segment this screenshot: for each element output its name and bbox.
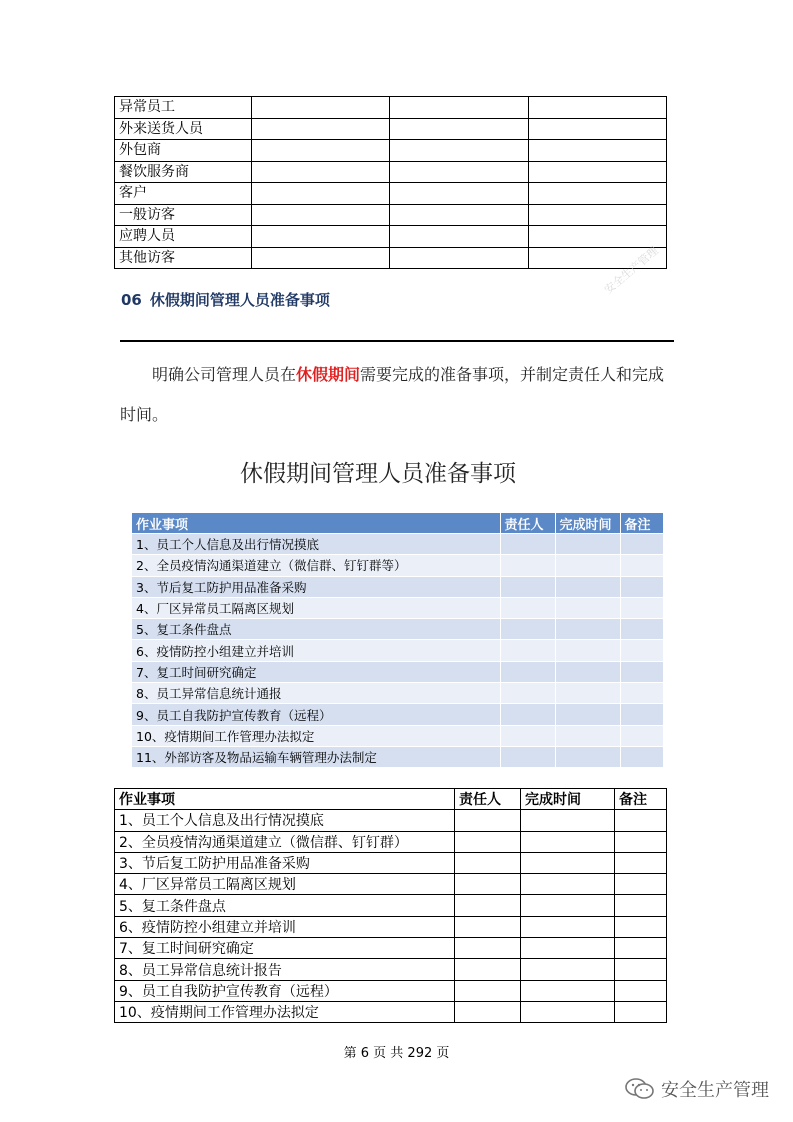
empty-cell xyxy=(615,852,667,873)
row-label: 异常员工 xyxy=(115,97,252,119)
empty-cell xyxy=(620,704,663,725)
task-cell: 4、厂区异常员工隔离区规划 xyxy=(132,597,500,618)
empty-cell xyxy=(615,1001,667,1022)
empty-cell xyxy=(252,204,390,226)
empty-cell xyxy=(455,1001,521,1022)
empty-cell xyxy=(620,746,663,767)
column-header: 完成时间 xyxy=(555,513,620,534)
empty-cell xyxy=(390,118,529,140)
table-row xyxy=(132,683,663,704)
task-cell: 6、疫情防控小组建立并培训 xyxy=(115,916,455,937)
table-row xyxy=(132,619,663,640)
empty-cell xyxy=(455,810,521,831)
empty-cell xyxy=(521,895,615,916)
table-row xyxy=(115,874,667,895)
empty-cell xyxy=(555,555,620,576)
empty-cell xyxy=(529,183,667,205)
empty-cell xyxy=(620,725,663,746)
empty-cell xyxy=(615,810,667,831)
empty-cell xyxy=(620,597,663,618)
table-row xyxy=(115,1001,667,1022)
table-row xyxy=(115,938,667,959)
empty-cell xyxy=(390,183,529,205)
empty-cell xyxy=(529,226,667,248)
task-cell: 7、复工时间研究确定 xyxy=(115,938,455,959)
empty-cell xyxy=(521,980,615,1001)
paragraph-highlight: 休假期间 xyxy=(296,365,361,384)
empty-cell xyxy=(455,916,521,937)
table-row xyxy=(115,226,667,248)
empty-cell xyxy=(500,640,555,661)
empty-cell xyxy=(529,161,667,183)
row-label: 一般访客 xyxy=(115,204,252,226)
empty-cell xyxy=(529,140,667,162)
task-cell: 3、节后复工防护用品准备采购 xyxy=(132,576,500,597)
task-cell: 2、全员疫情沟通渠道建立（微信群、钉钉群等） xyxy=(132,555,500,576)
column-header: 作业事项 xyxy=(132,513,500,534)
row-label: 其他访客 xyxy=(115,247,252,269)
empty-cell xyxy=(252,161,390,183)
empty-cell xyxy=(500,534,555,555)
column-header: 责任人 xyxy=(500,513,555,534)
paragraph-text-after: 需要完成的准备事项，并制定责任人和完成时间。 xyxy=(120,365,665,424)
table-row xyxy=(115,97,667,119)
empty-cell xyxy=(620,534,663,555)
table-row xyxy=(132,534,663,555)
empty-cell xyxy=(390,226,529,248)
watermark-text: 安全生产管理 xyxy=(661,1080,769,1101)
empty-cell xyxy=(620,576,663,597)
empty-cell xyxy=(615,938,667,959)
table-row xyxy=(115,980,667,1001)
empty-cell xyxy=(521,831,615,852)
task-cell: 1、员工个人信息及出行情况摸底 xyxy=(115,810,455,831)
empty-cell xyxy=(521,959,615,980)
table-row xyxy=(115,161,667,183)
task-cell: 5、复工条件盘点 xyxy=(132,619,500,640)
page-footer: 第 6 页 共 292 页 xyxy=(343,1046,450,1061)
section-title: 休假期间管理人员准备事项 xyxy=(149,291,330,309)
empty-cell xyxy=(555,725,620,746)
empty-cell xyxy=(252,247,390,269)
table-row xyxy=(115,183,667,205)
table-row xyxy=(132,725,663,746)
table-row xyxy=(132,661,663,682)
empty-cell xyxy=(500,704,555,725)
table-row xyxy=(115,852,667,873)
empty-cell xyxy=(620,683,663,704)
empty-cell xyxy=(521,852,615,873)
table-row xyxy=(132,704,663,725)
table-row xyxy=(132,597,663,618)
empty-cell xyxy=(521,810,615,831)
row-label: 应聘人员 xyxy=(115,226,252,248)
plain-prep-table xyxy=(114,788,667,1023)
empty-cell xyxy=(455,874,521,895)
row-label: 餐饮服务商 xyxy=(115,161,252,183)
empty-cell xyxy=(252,226,390,248)
task-cell: 1、员工个人信息及出行情况摸底 xyxy=(132,534,500,555)
empty-cell xyxy=(390,140,529,162)
table-row xyxy=(115,204,667,226)
empty-cell xyxy=(529,118,667,140)
wechat-icon xyxy=(625,1077,655,1101)
section-divider xyxy=(120,340,674,342)
empty-cell xyxy=(555,640,620,661)
empty-cell xyxy=(529,97,667,119)
empty-cell xyxy=(521,874,615,895)
empty-cell xyxy=(555,704,620,725)
task-cell: 8、员工异常信息统计报告 xyxy=(115,959,455,980)
blue-prep-table xyxy=(132,513,664,767)
task-cell: 9、员工自我防护宣传教育（远程） xyxy=(132,704,500,725)
row-label: 客户 xyxy=(115,183,252,205)
task-cell: 10、疫情期间工作管理办法拟定 xyxy=(115,1001,455,1022)
empty-cell xyxy=(521,1001,615,1022)
task-cell: 9、员工自我防护宣传教育（远程） xyxy=(115,980,455,1001)
empty-cell xyxy=(555,534,620,555)
task-cell: 11、外部访客及物品运输车辆管理办法制定 xyxy=(132,746,500,767)
column-header: 责任人 xyxy=(455,789,521,810)
table-row xyxy=(115,140,667,162)
empty-cell xyxy=(521,916,615,937)
visitor-category-table xyxy=(114,96,667,269)
empty-cell xyxy=(555,619,620,640)
empty-cell xyxy=(555,597,620,618)
empty-cell xyxy=(455,852,521,873)
empty-cell xyxy=(500,555,555,576)
empty-cell xyxy=(500,746,555,767)
empty-cell xyxy=(620,661,663,682)
section-heading xyxy=(121,289,330,310)
empty-cell xyxy=(521,938,615,959)
task-cell: 2、全员疫情沟通渠道建立（微信群、钉钉群） xyxy=(115,831,455,852)
table-row xyxy=(132,555,663,576)
empty-cell xyxy=(620,640,663,661)
empty-cell xyxy=(500,725,555,746)
table-row xyxy=(115,959,667,980)
empty-cell xyxy=(252,183,390,205)
watermark xyxy=(625,1076,769,1102)
empty-cell xyxy=(620,619,663,640)
empty-cell xyxy=(500,619,555,640)
empty-cell xyxy=(455,938,521,959)
task-cell: 8、员工异常信息统计通报 xyxy=(132,683,500,704)
blue-table-title: 休假期间管理人员准备事项 xyxy=(240,461,516,487)
column-header: 备注 xyxy=(620,513,663,534)
task-cell: 3、节后复工防护用品准备采购 xyxy=(115,852,455,873)
empty-cell xyxy=(500,683,555,704)
table-row xyxy=(132,746,663,767)
empty-cell xyxy=(615,831,667,852)
table-row xyxy=(132,640,663,661)
empty-cell xyxy=(500,597,555,618)
empty-cell xyxy=(615,916,667,937)
empty-cell xyxy=(455,895,521,916)
task-cell: 4、厂区异常员工隔离区规划 xyxy=(115,874,455,895)
section-paragraph xyxy=(120,355,676,435)
table-row xyxy=(115,118,667,140)
task-cell: 7、复工时间研究确定 xyxy=(132,661,500,682)
column-header: 作业事项 xyxy=(115,789,455,810)
empty-cell xyxy=(390,97,529,119)
empty-cell xyxy=(555,746,620,767)
empty-cell xyxy=(455,959,521,980)
empty-cell xyxy=(455,980,521,1001)
table-row xyxy=(115,831,667,852)
empty-cell xyxy=(455,831,521,852)
empty-cell xyxy=(555,576,620,597)
table-row xyxy=(115,810,667,831)
side-stamp: 安全生产管理 xyxy=(601,244,661,297)
table-row xyxy=(115,916,667,937)
empty-cell xyxy=(390,204,529,226)
row-label: 外包商 xyxy=(115,140,252,162)
section-number: 06 xyxy=(121,291,142,309)
empty-cell xyxy=(252,97,390,119)
empty-cell xyxy=(615,980,667,1001)
empty-cell xyxy=(615,895,667,916)
column-header: 备注 xyxy=(615,789,667,810)
row-label: 外来送货人员 xyxy=(115,118,252,140)
empty-cell xyxy=(252,118,390,140)
empty-cell xyxy=(390,247,529,269)
task-cell: 10、疫情期间工作管理办法拟定 xyxy=(132,725,500,746)
task-cell: 5、复工条件盘点 xyxy=(115,895,455,916)
empty-cell xyxy=(615,959,667,980)
table-row xyxy=(115,895,667,916)
table-row xyxy=(115,247,667,269)
empty-cell xyxy=(500,661,555,682)
empty-cell xyxy=(500,576,555,597)
empty-cell xyxy=(252,140,390,162)
empty-cell xyxy=(615,874,667,895)
empty-cell xyxy=(390,161,529,183)
empty-cell xyxy=(555,661,620,682)
column-header: 完成时间 xyxy=(521,789,615,810)
empty-cell xyxy=(620,555,663,576)
paragraph-text-before: 明确公司管理人员在 xyxy=(152,365,297,384)
task-cell: 6、疫情防控小组建立并培训 xyxy=(132,640,500,661)
empty-cell xyxy=(555,683,620,704)
empty-cell xyxy=(529,204,667,226)
table-row xyxy=(132,576,663,597)
